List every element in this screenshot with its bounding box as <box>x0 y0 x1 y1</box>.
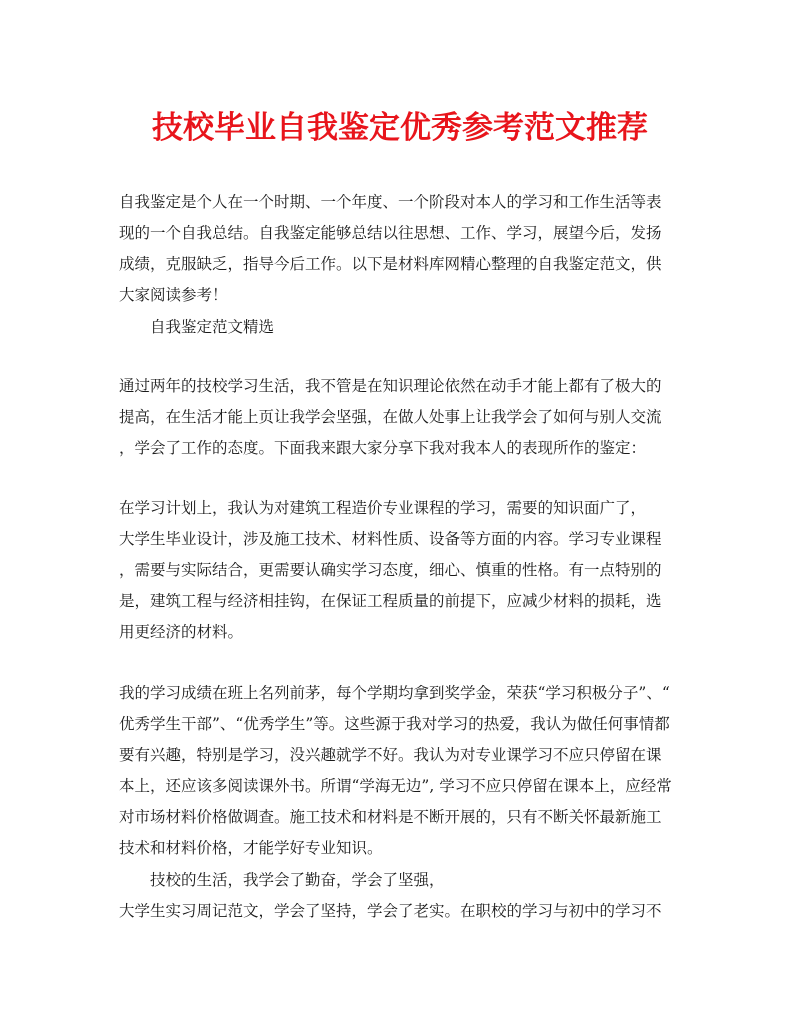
paragraph1-line: 提高，在生活才能上页让我学会坚强，在做人处事上让我学会了如何与别人交流 <box>119 408 662 426</box>
intro-line: 大家阅读参考！ <box>119 286 228 304</box>
intro-line: 现的一个自我总结。自我鉴定能够总结以往思想、工作、学习，展望今后，发扬 <box>119 224 662 242</box>
paragraph3-line: 我的学习成绩在班上名列前茅，每个学期均拿到奖学金，荣获“学习积极分子”、“ <box>119 684 670 702</box>
paragraph2-line: 用更经济的材料。 <box>119 623 244 641</box>
paragraph3-line: 本上，还应该多阅读课外书。所谓“学海无边”, 学习不应只停留在课本上，应经常 <box>119 777 672 795</box>
paragraph1-line: ，学会了工作的态度。下面我来跟大家分享下我对我本人的表现所作的鉴定： <box>119 439 647 457</box>
paragraph3-line: 对市场材料价格做调查。施工技术和材料是不断开展的，只有不断关怀最新施工 <box>119 808 662 826</box>
paragraph3-line: 要有兴趣，特别是学习，没兴趣就学不好。我认为对专业课学习不应只停留在课 <box>119 746 662 764</box>
paragraph3-line: 优秀学生干部”、“优秀学生”等。这些源于我对学习的热爱，我认为做任何事情都 <box>119 715 670 733</box>
paragraph1-line: 通过两年的技校学习生活，我不管是在知识理论依然在动手才能上都有了极大的 <box>119 377 662 395</box>
section-heading: 自我鉴定范文精选 <box>150 318 275 336</box>
paragraph3-line: 技术和材料价格，才能学好专业知识。 <box>119 839 383 857</box>
paragraph4-line: 大学生实习周记范文，学会了坚持，学会了老实。在职校的学习与初中的学习不 <box>119 902 662 920</box>
paragraph2-line: 大学生毕业设计，涉及施工技术、材料性质、设备等方面的内容。学习专业课程 <box>119 530 662 548</box>
paragraph2-line: 在学习计划上，我认为对建筑工程造价专业课程的学习，需要的知识面广了， <box>119 499 647 517</box>
paragraph2-line: ，需要与实际结合，更需要认确实学习态度，细心、慎重的性格。有一点特别的 <box>119 561 662 579</box>
document-title: 技校毕业自我鉴定优秀参考范文推荐 <box>152 110 648 146</box>
intro-line: 自我鉴定是个人在一个时期、一个年度、一个阶段对本人的学习和工作生活等表 <box>119 193 662 211</box>
paragraph4-line: 技校的生活，我学会了勤奋，学会了坚强， <box>150 871 445 889</box>
intro-line: 成绩，克服缺乏，指导今后工作。以下是材料库网精心整理的自我鉴定范文，供 <box>119 255 662 273</box>
paragraph2-line: 是，建筑工程与经济相挂钩，在保证工程质量的前提下，应减少材料的损耗，选 <box>119 592 662 610</box>
